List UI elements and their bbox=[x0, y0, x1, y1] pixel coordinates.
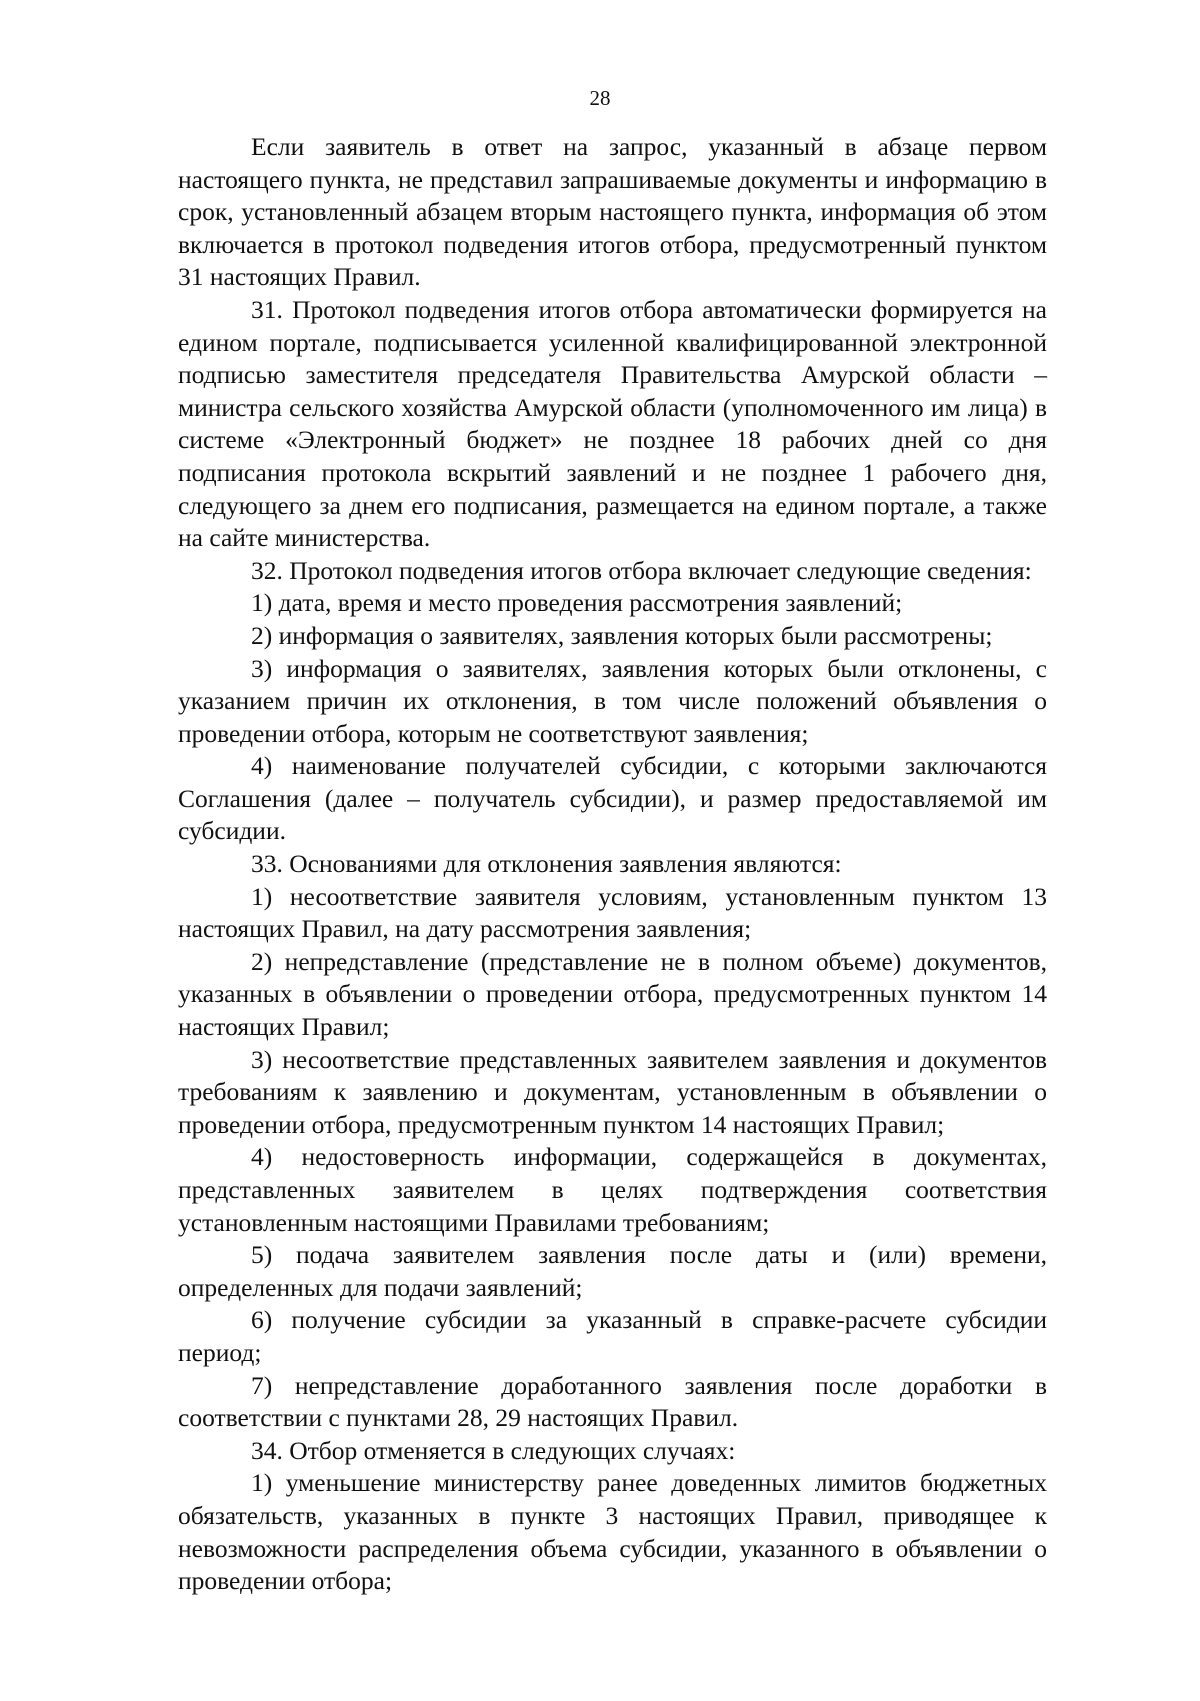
paragraph: 7) непредставление доработанного заявления после доработки в соответствии с пунктами 28, 29 настоящих Правил. bbox=[178, 1370, 1047, 1433]
paragraph: 34. Отбор отменяется в следующих случаях: bbox=[251, 1435, 736, 1465]
paragraph: 3) информация о заявителях, заявления которых были отклонены, с указанием причин их отклонения, в том числе положений объявления о проведении отбора, которым не соответствуют заявления; bbox=[178, 653, 1047, 748]
paragraph: 1) несоответствие заявителя условиям, установленным пунктом 13 настоящих Правил, на дату рассмотрения заявления; bbox=[178, 881, 1047, 944]
paragraph: 1) дата, время и место проведения рассмотрения заявлений; bbox=[251, 588, 903, 618]
paragraph: 3) несоответствие представленных заявителем заявления и документов требованиям к заявлению и документам, установленным в объявлении о проведении отбора, предусмотренным пунктом 14 настоящих Правил; bbox=[178, 1044, 1047, 1139]
paragraph: 4) наименование получателей субсидии, с которыми заключаются Соглашения (далее – получатель субсидии), и размер предоставляемой им субсидии. bbox=[178, 751, 1047, 846]
paragraph: 2) непредставление (представление не в полном объеме) документов, указанных в объявлении о проведении отбора, предусмотренных пунктом 14 настоящих Правил; bbox=[178, 946, 1047, 1042]
paragraph: 4) недостоверность информации, содержащейся в документах, представленных заявителем в целях подтверждения соответствия установленным настоящими Правилами требованиям; bbox=[178, 1142, 1047, 1237]
paragraph: 33. Основаниями для отклонения заявления являются: bbox=[251, 849, 842, 879]
paragraph: 2) информация о заявителях, заявления которых были рассмотрены; bbox=[251, 620, 993, 650]
page-number: 28 bbox=[589, 86, 611, 110]
document-body bbox=[178, 131, 1047, 1598]
paragraph: 6) получение субсидии за указанный в справке-расчете субсидии период; bbox=[178, 1305, 1047, 1367]
paragraph: 5) подача заявителем заявления после даты и (или) времени, определенных для подачи заявлений; bbox=[178, 1240, 1047, 1302]
paragraph: 32. Протокол подведения итогов отбора включает следующие сведения: bbox=[251, 555, 1032, 585]
paragraph: Если заявитель в ответ на запрос, указанный в абзаце первом настоящего пункта, не представил запрашиваемые документы и информацию в срок, установленный абзацем вторым настоящего пункта, информация об этом включается в протокол подведения итогов отбора, предусмотренный пунктом 31 настоящих Правил. bbox=[178, 132, 1047, 292]
paragraph: 1) уменьшение министерству ранее доведенных лимитов бюджетных обязательств, указанных в пункте 3 настоящих Правил, приводящее к невозможности распределения объема субсидии, указанного в объявлении о проведении отбора; bbox=[178, 1468, 1047, 1596]
paragraph: 31. Протокол подведения итогов отбора автоматически формируется на едином портале, подписывается усиленной квалифицированной электронной подписью заместителя председателя Правительства Амурской области – министра сельского хозяйства Амурской области (уполномоченного им лица) в системе «Электронный бюджет» не позднее 18 рабочих дней со дня подписания протокола вскрытий заявлений и не позднее 1 рабочего дня, следующего за днем его подписания, размещается на едином портале, а также на сайте министерства. bbox=[178, 294, 1047, 553]
